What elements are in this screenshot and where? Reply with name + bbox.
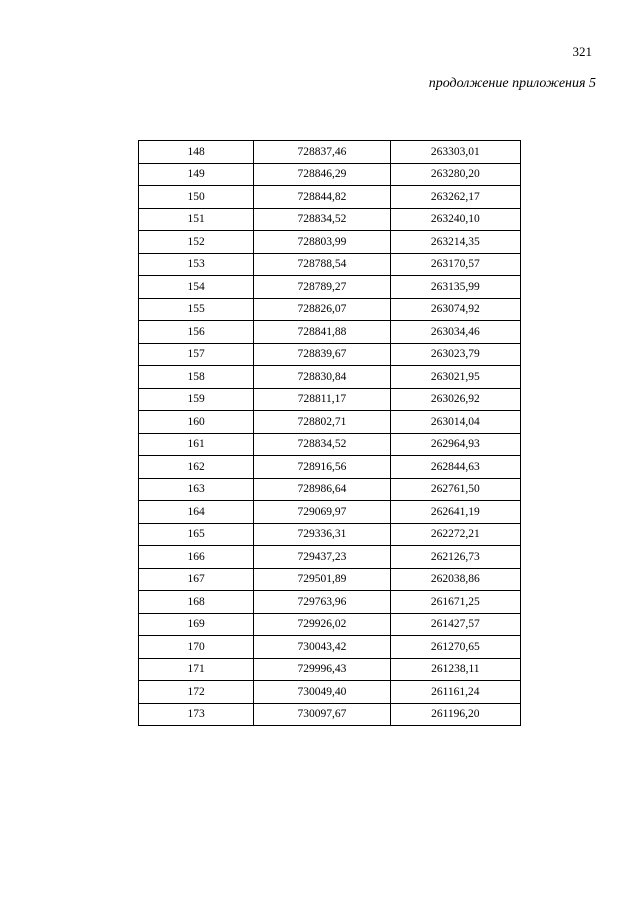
x-coordinate-cell: 728811,17 [254,388,390,411]
table-row [139,546,521,569]
point-number-cell: 167 [139,568,254,591]
y-coordinate-cell: 263262,17 [390,186,520,209]
point-number-cell: 171 [139,658,254,681]
table-row [139,501,521,524]
y-coordinate-cell: 262844,63 [390,456,520,479]
point-number-cell: 155 [139,298,254,321]
x-coordinate-cell: 730049,40 [254,681,390,704]
point-number-cell: 161 [139,433,254,456]
x-coordinate-cell: 729069,97 [254,501,390,524]
point-number-cell: 154 [139,276,254,299]
x-coordinate-cell: 728834,52 [254,433,390,456]
point-number-cell: 148 [139,141,254,164]
y-coordinate-cell: 263214,35 [390,231,520,254]
point-number-cell: 168 [139,591,254,614]
table-row [139,186,521,209]
table-row [139,298,521,321]
y-coordinate-cell: 263240,10 [390,208,520,231]
table-row [139,366,521,389]
y-coordinate-cell: 263023,79 [390,343,520,366]
table-row [139,163,521,186]
y-coordinate-cell: 263026,92 [390,388,520,411]
y-coordinate-cell: 263303,01 [390,141,520,164]
point-number-cell: 157 [139,343,254,366]
x-coordinate-cell: 728834,52 [254,208,390,231]
table-row [139,456,521,479]
y-coordinate-cell: 262038,86 [390,568,520,591]
y-coordinate-cell: 261238,11 [390,658,520,681]
table-row [139,613,521,636]
x-coordinate-cell: 728802,71 [254,411,390,434]
point-number-cell: 166 [139,546,254,569]
x-coordinate-cell: 728916,56 [254,456,390,479]
table-row [139,568,521,591]
table-row [139,433,521,456]
table-row [139,141,521,164]
table-row [139,321,521,344]
y-coordinate-cell: 262964,93 [390,433,520,456]
point-number-cell: 149 [139,163,254,186]
y-coordinate-cell: 263135,99 [390,276,520,299]
y-coordinate-cell: 261427,57 [390,613,520,636]
x-coordinate-cell: 728788,54 [254,253,390,276]
y-coordinate-cell: 262272,21 [390,523,520,546]
x-coordinate-cell: 728826,07 [254,298,390,321]
y-coordinate-cell: 263021,95 [390,366,520,389]
y-coordinate-cell: 263170,57 [390,253,520,276]
table-row [139,253,521,276]
x-coordinate-cell: 729996,43 [254,658,390,681]
table-row [139,231,521,254]
x-coordinate-cell: 729336,31 [254,523,390,546]
point-number-cell: 150 [139,186,254,209]
table-row [139,681,521,704]
table-row [139,523,521,546]
point-number-cell: 173 [139,703,254,726]
table-row [139,276,521,299]
y-coordinate-cell: 262761,50 [390,478,520,501]
point-number-cell: 163 [139,478,254,501]
point-number-cell: 162 [139,456,254,479]
point-number-cell: 160 [139,411,254,434]
x-coordinate-cell: 728844,82 [254,186,390,209]
x-coordinate-cell: 728846,29 [254,163,390,186]
x-coordinate-cell: 729763,96 [254,591,390,614]
appendix-continuation-caption: продолжение приложения 5 [428,76,596,91]
point-number-cell: 172 [139,681,254,704]
table-row [139,703,521,726]
table-row [139,658,521,681]
y-coordinate-cell: 261161,24 [390,681,520,704]
coordinates-table-body [139,141,521,726]
y-coordinate-cell: 262126,73 [390,546,520,569]
x-coordinate-cell: 728830,84 [254,366,390,389]
point-number-cell: 152 [139,231,254,254]
table-row [139,591,521,614]
point-number-cell: 158 [139,366,254,389]
x-coordinate-cell: 730043,42 [254,636,390,659]
point-number-cell: 159 [139,388,254,411]
x-coordinate-cell: 730097,67 [254,703,390,726]
x-coordinate-cell: 728986,64 [254,478,390,501]
y-coordinate-cell: 263074,92 [390,298,520,321]
table-row [139,478,521,501]
point-number-cell: 165 [139,523,254,546]
table-row [139,208,521,231]
x-coordinate-cell: 728803,99 [254,231,390,254]
point-number-cell: 151 [139,208,254,231]
table-row [139,388,521,411]
table-row [139,411,521,434]
x-coordinate-cell: 728837,46 [254,141,390,164]
table-row [139,636,521,659]
coordinates-table [138,140,521,726]
x-coordinate-cell: 729437,23 [254,546,390,569]
y-coordinate-cell: 263014,04 [390,411,520,434]
y-coordinate-cell: 263280,20 [390,163,520,186]
point-number-cell: 164 [139,501,254,524]
table-row [139,343,521,366]
y-coordinate-cell: 263034,46 [390,321,520,344]
y-coordinate-cell: 262641,19 [390,501,520,524]
point-number-cell: 156 [139,321,254,344]
y-coordinate-cell: 261270,65 [390,636,520,659]
x-coordinate-cell: 728789,27 [254,276,390,299]
x-coordinate-cell: 728841,88 [254,321,390,344]
x-coordinate-cell: 729926,02 [254,613,390,636]
page-number: 321 [572,44,592,59]
point-number-cell: 153 [139,253,254,276]
point-number-cell: 169 [139,613,254,636]
y-coordinate-cell: 261671,25 [390,591,520,614]
x-coordinate-cell: 729501,89 [254,568,390,591]
x-coordinate-cell: 728839,67 [254,343,390,366]
y-coordinate-cell: 261196,20 [390,703,520,726]
point-number-cell: 170 [139,636,254,659]
